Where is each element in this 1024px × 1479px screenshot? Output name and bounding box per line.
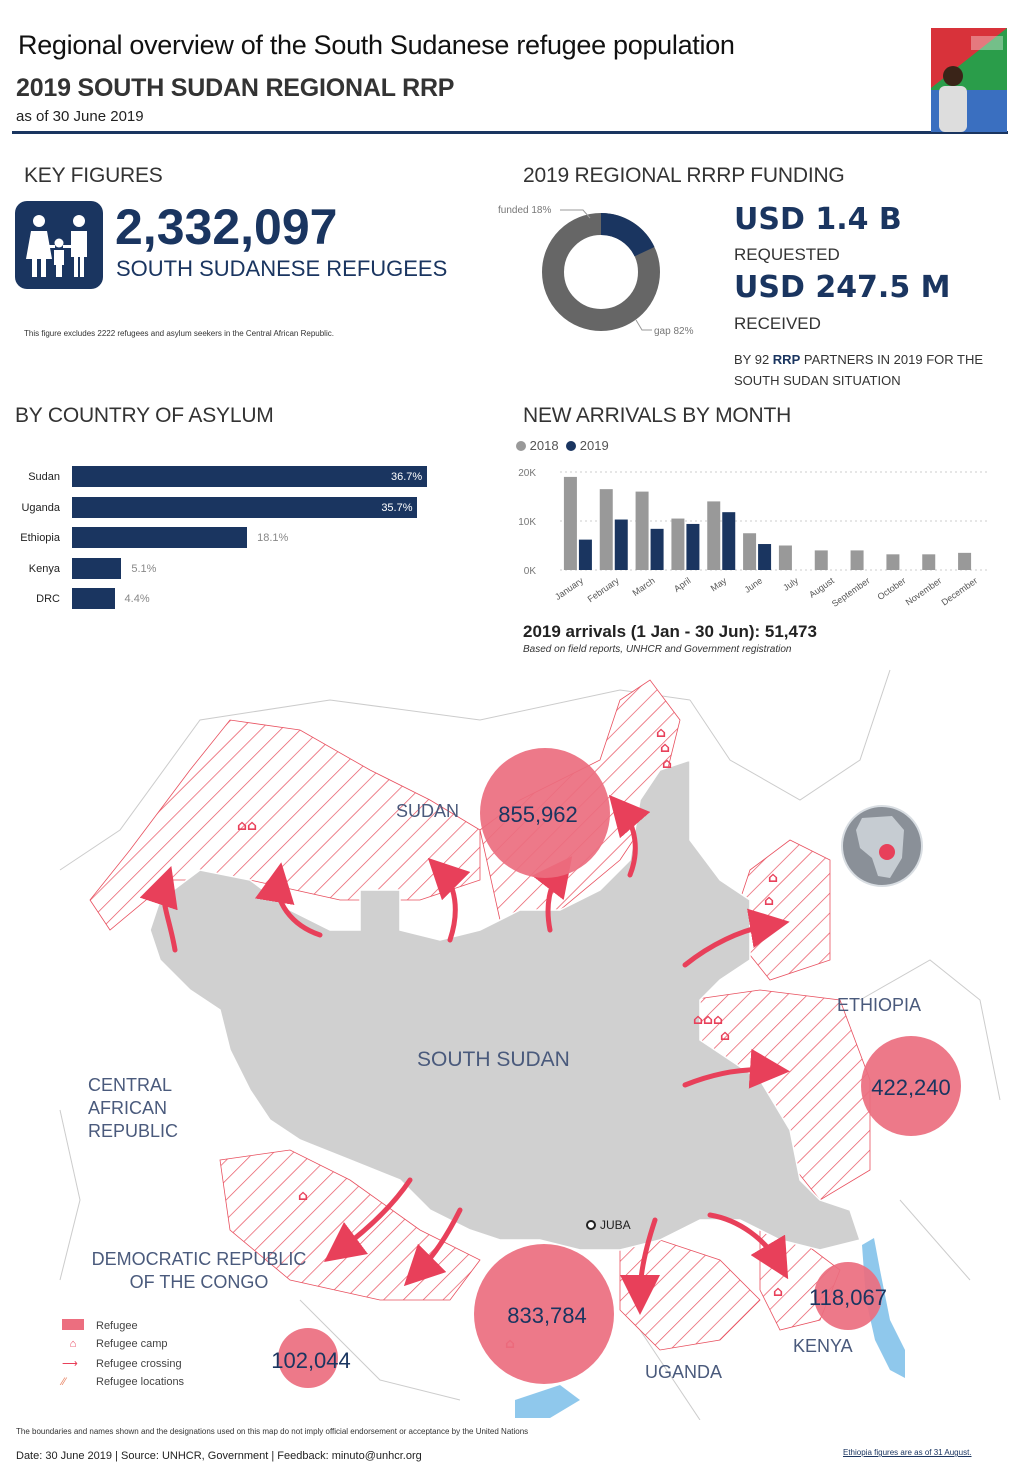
country-bar-value: 4.4% [124, 593, 150, 605]
x-tick-label: February [585, 575, 621, 605]
sudan-value: 855,962 [498, 802, 578, 827]
bar-2018 [600, 489, 613, 570]
y-tick-label: 20K [518, 468, 536, 479]
arrivals-summary: 2019 arrivals (1 Jan - 30 Jun): 51,473 [523, 622, 817, 641]
country-bar [72, 527, 247, 548]
partners-text [734, 349, 1004, 391]
bar-2018 [886, 554, 899, 570]
legend-2018-label: 2018 [529, 438, 559, 453]
footer-source: Date: 30 June 2019 | Source: UNHCR, Government | Feedback: minuto@unhcr.org [16, 1450, 422, 1462]
total-refugees-figure: 2,332,097 [115, 199, 338, 255]
country-bar-label: Ethiopia [20, 532, 60, 544]
bar-2019 [615, 520, 628, 570]
new-arrivals-heading: NEW ARRIVALS BY MONTH [523, 404, 792, 427]
legend-refugees-swatch [62, 1319, 84, 1330]
requested-amount: USD 1.4 B [734, 202, 902, 237]
received-label: RECEIVED [734, 314, 821, 333]
label-kenya: KENYA [793, 1336, 853, 1356]
bar-2018 [564, 477, 577, 570]
legend-crossing-label: Refugee crossing [96, 1358, 182, 1370]
label-ethiopia: ETHIOPIA [837, 995, 922, 1015]
partners-rrp: RRP [772, 352, 801, 367]
globe-inset [842, 806, 922, 886]
bar-2018 [922, 554, 935, 570]
bar-2019 [758, 544, 771, 570]
x-tick-label: June [742, 575, 765, 595]
svg-text:⌂⌂: ⌂⌂ [237, 818, 258, 834]
svg-text:⌂: ⌂ [720, 1028, 731, 1044]
country-bar-label: Uganda [21, 501, 60, 514]
x-tick-label: November [903, 575, 944, 608]
bar-2019 [686, 524, 699, 570]
y-tick-label: 10K [518, 517, 536, 528]
partners-prefix: BY 92 [734, 352, 773, 367]
key-figures-note: This figure excludes 2222 refugees and asylum seekers in the Central African Republic. [24, 329, 334, 338]
legend-refugees [62, 1319, 184, 1338]
label-south-sudan: SOUTH SUDAN [417, 1048, 570, 1071]
funded-label: funded 18% [498, 205, 552, 216]
svg-text:⌂: ⌂ [656, 725, 667, 741]
arrivals-bar-chart [510, 460, 1000, 620]
bar-2019 [651, 529, 664, 570]
gap-label: gap 82% [654, 326, 694, 337]
regional-map [0, 660, 1024, 1420]
funding-donut [490, 196, 720, 346]
bar-2019 [579, 540, 592, 570]
bar-2018 [671, 519, 684, 570]
arrivals-source-note: Based on field reports, UNHCR and Government registration [523, 644, 792, 655]
partners-suffix: PARTNERS IN 2019 FOR THE SOUTH SUDAN SITUATION [734, 352, 984, 388]
x-tick-label: January [553, 575, 586, 603]
country-bar [72, 588, 115, 609]
country-bar [72, 558, 121, 579]
total-refugees-label: SOUTH SUDANESE REFUGEES [116, 256, 448, 281]
bar-2018 [851, 550, 864, 570]
legend-locations-label: Refugee locations [96, 1376, 185, 1388]
uganda-value: 833,784 [507, 1303, 587, 1328]
legend-crossing [62, 1357, 184, 1376]
funding-heading: 2019 REGIONAL RRRP FUNDING [523, 164, 845, 187]
crossing-arrow-icon: ⟶ [62, 1358, 78, 1370]
svg-text:⌂: ⌂ [298, 1188, 309, 1204]
page-subtitle: 2019 SOUTH SUDAN REGIONAL RRP [16, 74, 455, 102]
requested-label: REQUESTED [734, 245, 840, 264]
lake-victoria [515, 1385, 580, 1418]
hatch-icon: ⁄⁄ [62, 1376, 66, 1388]
arrivals-legend [516, 438, 609, 453]
legend-locations [62, 1376, 184, 1395]
x-tick-label: October [875, 575, 908, 603]
legend-2019-swatch [566, 441, 576, 451]
received-amount: USD 247.5 M [734, 270, 951, 305]
bar-2018 [958, 553, 971, 570]
bar-2018 [743, 533, 756, 570]
header-rule [12, 131, 1008, 134]
svg-text:⌂⌂⌂: ⌂⌂⌂ [693, 1012, 724, 1028]
x-tick-label: July [781, 575, 801, 593]
x-tick-label: August [807, 575, 836, 600]
x-tick-label: March [630, 575, 657, 598]
family-icon [15, 201, 103, 289]
legend-refugees-label: Refugee [96, 1320, 138, 1332]
bar-2018 [707, 501, 720, 570]
country-bar-label: Sudan [28, 471, 60, 483]
country-bar-value: 35.7% [381, 501, 413, 514]
country-bar-value: 36.7% [391, 471, 423, 483]
ethiopia-note-link[interactable]: Ethiopia figures are as of 31 August. [843, 1448, 972, 1457]
legend-camp [62, 1338, 184, 1357]
country-bar [72, 466, 427, 487]
country-bar-value: 18.1% [257, 532, 289, 544]
country-bar-label: DRC [36, 593, 60, 605]
svg-text:⌂: ⌂ [773, 1284, 784, 1300]
bar-2019 [722, 512, 735, 570]
country-asylum-heading: BY COUNTRY OF ASYLUM [15, 404, 274, 427]
bar-2018 [815, 550, 828, 570]
label-drc: DEMOCRATIC REPUBLIC OF THE CONGO [91, 1249, 307, 1292]
key-figures-heading: KEY FIGURES [24, 164, 163, 187]
x-tick-label: May [708, 575, 729, 594]
x-tick-label: December [939, 575, 980, 608]
country-bar-chart [0, 466, 480, 626]
ethiopia-value: 422,240 [871, 1075, 951, 1100]
bar-2018 [636, 492, 649, 570]
drc-value: 102,044 [271, 1348, 351, 1373]
x-tick-label: September [829, 575, 872, 609]
legend-camp-label: Refugee camp [96, 1338, 168, 1350]
x-tick-label: April [672, 575, 693, 594]
label-car: CENTRAL AFRICAN REPUBLIC [88, 1075, 179, 1141]
page-title: Regional overview of the South Sudanese refugee population [18, 30, 735, 60]
svg-text:⌂: ⌂ [662, 756, 673, 772]
y-tick-label: 0K [523, 566, 536, 577]
camp-icon: ⌂ [69, 1338, 77, 1350]
svg-text:⌂: ⌂ [764, 893, 775, 909]
gap-leader-line [636, 320, 652, 330]
label-sudan: SUDAN [396, 801, 460, 821]
country-bar-value: 5.1% [131, 562, 157, 575]
cover-photo [931, 28, 1007, 132]
svg-text:⌂: ⌂ [768, 870, 779, 886]
kenya-value: 118,067 [809, 1285, 887, 1310]
bar-2018 [779, 546, 792, 571]
map-legend [62, 1319, 184, 1395]
juba-label: JUBA [600, 1218, 631, 1232]
country-bar [72, 497, 417, 518]
label-uganda: UGANDA [645, 1362, 723, 1382]
map-disclaimer: The boundaries and names shown and the designations used on this map do not imply official endorsement or acceptance by the United Nations [16, 1427, 529, 1436]
legend-2019-label: 2019 [579, 438, 609, 453]
svg-text:⌂: ⌂ [660, 740, 671, 756]
legend-2018-swatch [516, 441, 526, 451]
report-date: as of 30 June 2019 [16, 108, 144, 125]
country-bar-label: Kenya [28, 562, 60, 575]
